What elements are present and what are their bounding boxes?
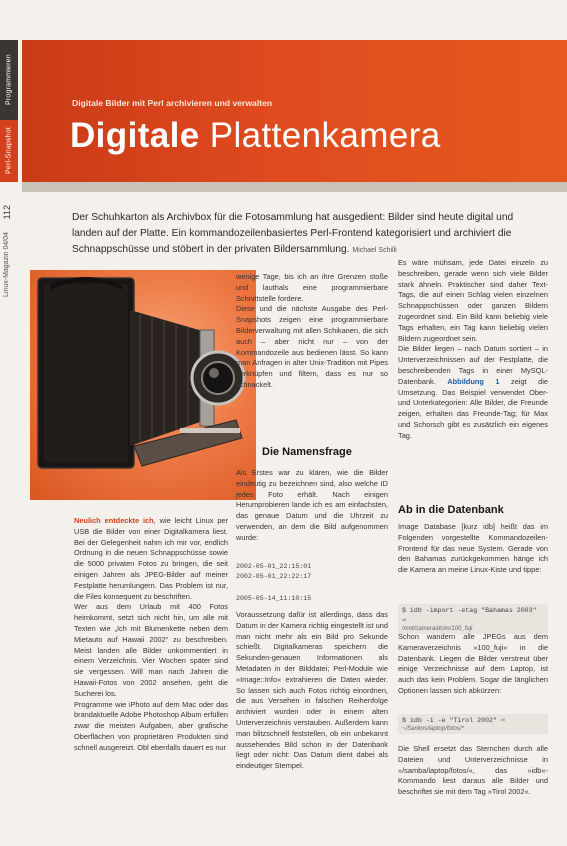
col3-para-3: Image Database [kurz idb] heißt das im Folgenden vorgestellte Kommandozeilen-Frontend für das neue System. Gerade von den Bahamas zurückgekommen hänge ich die Kamera an meine Linux-Kiste und tippe: [398,522,548,575]
col1-para-2: Wer aus dem Urlaub mit 400 Fotos heimkommt, setzt sich nicht hin, um alle mit Texten wie „Ich mit Blumenkette neben dem Mietauto auf Hawaii 2002“ zu beschreiben. Meist landen alle Bilder unkommentiert in einem Verzeichnis. Vier Wochen später sind sie vergessen. Will man nach Jahren die Hawaii-Fotos von 2002 ansehen, geht die Sucherei los. [74,602,228,698]
col1-para-1 [74,516,228,602]
code-import-path: /mnt/camera/dcim/100_fuji [402,626,473,632]
column-3 [398,258,548,442]
column-3d [398,744,548,798]
header-band [22,40,567,182]
lead-paragraph [72,210,544,259]
column-2c [236,610,388,772]
col3-para-1: Es wäre mühsam, jede Datei einzeln zu beschreiben, gerade wenn sich viele Bilder stark ähneln. Praktischer sind daher Text-Tags, die auf einen Schlag vielen einzelnen Schnappschüssen oder ganzen Bildern zugeordnet sind. Ein Bild kann beliebig viele Tags erhalten, ein Tag kann beliebig vielen Bildern zugeordnet sein. [398,258,548,343]
heading-datenbank: Ab in die Datenbank [398,504,504,516]
page-title [70,116,441,156]
section-label: Programmieren [5,54,13,106]
magazine-label: Linux-Magazin 04/04 [3,232,10,297]
code-tirol-path: ~/Sankos/laptop/fotos/* [402,726,464,732]
col3-para-2 [398,344,548,441]
col1-para-3: Programme wie iPhoto auf dem Mac oder das brandaktuelle Adobe Photoshop Album erfüllen zwar die meisten Aufgaben, aber grafische Oberflächen von proprietären Produkten sind schnell ausgereizt. Obl ebenfalls dauert es nur [74,699,228,752]
column-1 [74,516,228,754]
column-2 [236,272,388,391]
col2-para-4: Voraussetzung dafür ist allerdings, dass das Datum in der Kamera richtig eingestellt ist und man nicht mehr als ein Bild pro Sekunde schießt. Digitalkameras speichern die Sekunden-genauen Informationen als Metadaten in der Bilddatei; Perl-Module wie »Image::Info« extrahieren die Daten wieder. So lassen sich auch Fotos richtig einordnen, die aus Versehen in falschen Reihenfolge archiviert wurden oder in einem alten Unterverzeichnis verstauben. Außerdem kann man blitzschnell feststellen, ob ein unbekannt aussehendes Bild schon in der Datenbank liegt oder nicht: Das Datum dient dabei als eindeutiger Stempel. [236,610,388,771]
column-label: Perl-Snapshot [5,127,13,175]
lead-in: Neulich entdeckte ich [74,516,154,525]
header-rule [22,182,567,192]
col2-para-2: Diese und die nächste Ausgabe des Perl-Snapshots zeigen eine programmierbare Bilderverwaltung mit allen Schikanen, die sich auch – aber nicht nur – von der Kommandozeile aus bedienen lässt. So kann man Anfragen in alter Unix-Tradition mit Pipes verknüpfen und filtern, dass es nur so schnackelt. [236,304,388,389]
col2-para-3: Als Erstes war zu klären, wie die Bilder eindeutig zu bezeichnen sind, also welche ID jedes Foto erhält. Nach einigen Herumprobieren lande ich es am einfachsten, das genaue Datum und die Uhrzeit zu verwenden, an dem die Bild aufgenommen wurde: [236,468,388,542]
column-3b [398,522,548,576]
col1-text-1: , wie leicht Linux per USB die Bilder von einer Digitalkamera liest. Bei der Gelegenheit nahm ich mir vor, endlich Ordnung in die neuen Schnappschüsse sowie die 5000 privaten Fotos zu bringen, die seit einigen Jahren als JPEG-Bilder auf meiner Festplatte herumlungern. Das Problem ist nur, die Files konsequent zu beschriften. [74,516,228,601]
code-tirol: $ idb -i -e "Tirol 2002" ⏎ [402,717,505,724]
col3-text-2b: zeigt die Umsetzung. Das Beispiel verwendet Ober- und Unterkategorien: Alle Bilder, die Freunde zeigen, erhalten das Freunde-Tag; für Max und Schorsch gibt es zusätzlich ein eigenes Tag. [398,376,548,440]
code-box-tirol [398,714,548,734]
col3-para-4: Schon wandern alle JPEGs aus dem Kameraverzeichnis »100_fuji« in die Datenbank. Liegen die Bilder verstreut über einige Verzeichnisse auf dem Laptop, ist auch das kein Problem. Sogar die länglichen Optionen lassen sich abkürzen: [398,632,548,695]
code-line-2: 2002-05-01_22:22:17 [236,573,312,580]
title-thin: Plattenkamera [209,116,441,155]
code-line-3: 2005-05-14_11:10:15 [236,595,312,602]
lead-text: Der Schuhkarton als Archivbox für die Fotosammlung hat ausgedient: Bilder sind heute digital und landen auf der Platte. Ein kommandozeilenbasiertes Perl-Frontend kategorisiert und archiviert die Schnappschüsse und stöbert in der privaten Bildersammlung. [72,212,514,255]
author: Michael Schilli [352,247,397,254]
column-3c [398,632,548,697]
code-box-import [398,604,548,634]
col2-para-1: wenige Tage, bis ich an ihre Grenzen stoße und lauthals eine programmierbare Schnittstelle fordere. [236,272,388,303]
col3-para-5: Die Shell ersetzt das Sternchen durch alle Dateien und Unterverzeichnisse in »/samba/laptop/fotos/«, das »idb«-Kommando liest daraus alle Bilder und beschriftet sie mit dem Tag »Tirol 2002«. [398,744,548,797]
code-line-1: 2002-05-01_22:15:01 [236,563,312,570]
kicker: Digitale Bilder mit Perl archivieren und verwalten [72,98,273,108]
code-dates [236,562,388,604]
column-2b [236,468,388,544]
camera-photo [30,270,256,500]
page-number: 112 [2,205,12,220]
camera-illustration [30,270,256,500]
code-import: $ idb -import -etag "Bahamas 2003" ⏎ [402,607,537,624]
col3-text-2a: Die Bilder liegen – nach Datum sortiert – in Unterverzeichnissen auf der Festplatte, die beschreibenden Tags in einer MySQL-Datenbank. [398,344,548,386]
title-bold: Digitale [70,116,200,155]
figure-ref: Abbildung 1 [447,376,500,386]
heading-namensfrage: Die Namensfrage [262,446,352,458]
